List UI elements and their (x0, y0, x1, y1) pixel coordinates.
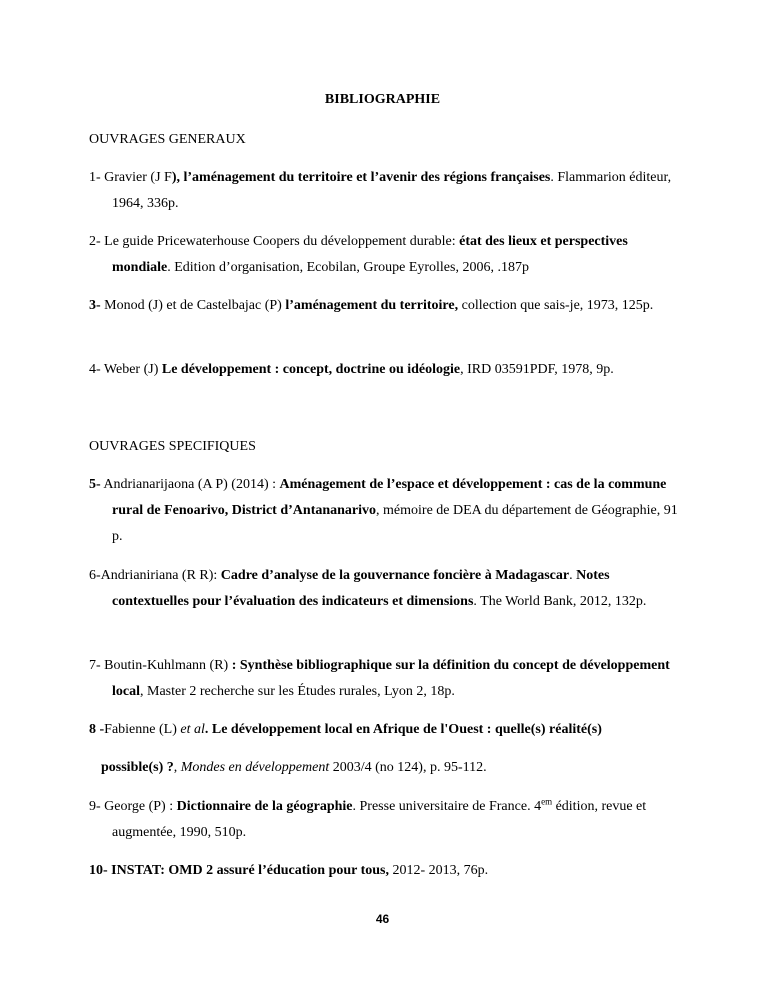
entry-text-segment: Notes contextuelles pour l’évaluation des indicateurs et dimensions (112, 568, 610, 609)
entry-text-segment: Mondes en développement (180, 760, 330, 775)
entry-text-segment: , IRD 03591PDF, 1978, 9p. (460, 362, 614, 377)
entry-text-segment: Cadre d’analyse de la gouvernance foncière à Madagascar (220, 568, 570, 583)
entry-text-segment: 2- Le guide Pricewaterhouse Coopers du développement durable: (89, 234, 460, 249)
entry-text-segment: Andrianarijaona (A P) (2014) : (100, 477, 280, 492)
entry-text-segment: état des lieux et perspectives mondiale (112, 234, 628, 275)
entry-text-segment: 2012- 2013, 76p. (389, 863, 489, 878)
entry-text-segment: 9- George (P) : (89, 799, 177, 814)
entry-text-segment: et al (180, 722, 205, 737)
entry-text-segment: Fabienne (L) (104, 722, 181, 737)
entry-text-segment: . Presse universitaire de France. 4 (352, 799, 542, 814)
bibliography-entry (89, 794, 684, 846)
bibliography-entry (89, 858, 684, 884)
entry-text-segment: , Master 2 recherche sur les Études rurales, Lyon 2, 18p. (140, 684, 455, 699)
entry-text-segment: 2003/4 (no 124), p. 95-112. (329, 760, 487, 775)
section-heading-general: OUVRAGES GENERAUX (89, 132, 246, 147)
entry-text-segment: Le développement : concept, doctrine ou idéologie (161, 362, 461, 377)
entry-text-segment: 4- Weber (J) (89, 362, 162, 377)
entry-text-segment: 5- (89, 477, 101, 492)
entry-text-segment: : OMD 2 assuré l’éducation pour tous, (160, 863, 389, 878)
entry-text-segment: 8 - (89, 722, 105, 737)
entry-text-segment: 6-Andrianiriana (R R): (89, 568, 221, 583)
entry-text-segment: . (569, 568, 577, 583)
entry-text-segment: édition, revue et augmentée, 1990, 510p. (112, 799, 647, 840)
bibliography-entry (89, 357, 684, 383)
bibliography-entry (89, 229, 684, 281)
entry-text-segment: Le développement local en Afrique de l'Ouest : quelle(s) réalité(s) (208, 722, 602, 737)
entry-text-segment: l’aménagement du territoire, (285, 298, 459, 313)
entry-text-segment: collection que sais-je, 1973, 125p. (458, 298, 654, 313)
bibliography-entry (89, 165, 684, 217)
entry-text-segment: . The World Bank, 2012, 132p. (473, 594, 647, 609)
entry-text-segment: , mémoire de DEA du département de Géographie, 91 p. (112, 503, 678, 544)
entry-text-segment: em (541, 796, 553, 807)
entry-text-segment: Aménagement de l’espace et développement : cas de la commune rural de Fenoarivo, District d’Antananarivo (112, 477, 667, 518)
entry-text-segment: 3- (89, 298, 101, 313)
entry-text-segment: Dictionnaire de la géographie (176, 799, 353, 814)
entry-text-segment: 10- INSTAT (89, 863, 161, 878)
entry-text-segment: . (204, 722, 209, 737)
bibliography-entry (89, 472, 684, 550)
bibliography-entry (89, 653, 684, 705)
entry-text-segment: , (173, 760, 181, 775)
entry-text-segment: 7- Boutin-Kuhlmann (R) (89, 658, 232, 673)
entry-text-segment: possible(s) ? (101, 760, 174, 775)
page-number: 46 (375, 912, 390, 926)
entry-text-segment: ), l’aménagement du territoire et l’avenir des régions françaises (171, 170, 551, 185)
bibliography-entry (89, 293, 684, 319)
section-heading-specific: OUVRAGES SPECIFIQUES (89, 439, 256, 454)
bibliography-entry (89, 563, 684, 615)
page-title: BIBLIOGRAPHIE (324, 92, 441, 107)
entry-text-segment: Monod (J) et de Castelbajac (P) (100, 298, 286, 313)
entry-text-segment: : Synthèse bibliographique sur la définition du concept de développement local (112, 658, 670, 699)
entry-text-segment: 1- Gravier (J F (89, 170, 172, 185)
bibliography-entry-continuation (89, 755, 684, 781)
entry-text-segment: . Flammarion éditeur, 1964, 336p. (112, 170, 672, 211)
entry-text-segment: . Edition d’organisation, Ecobilan, Groupe Eyrolles, 2006, .187p (167, 260, 529, 275)
bibliography-entry (89, 717, 684, 743)
